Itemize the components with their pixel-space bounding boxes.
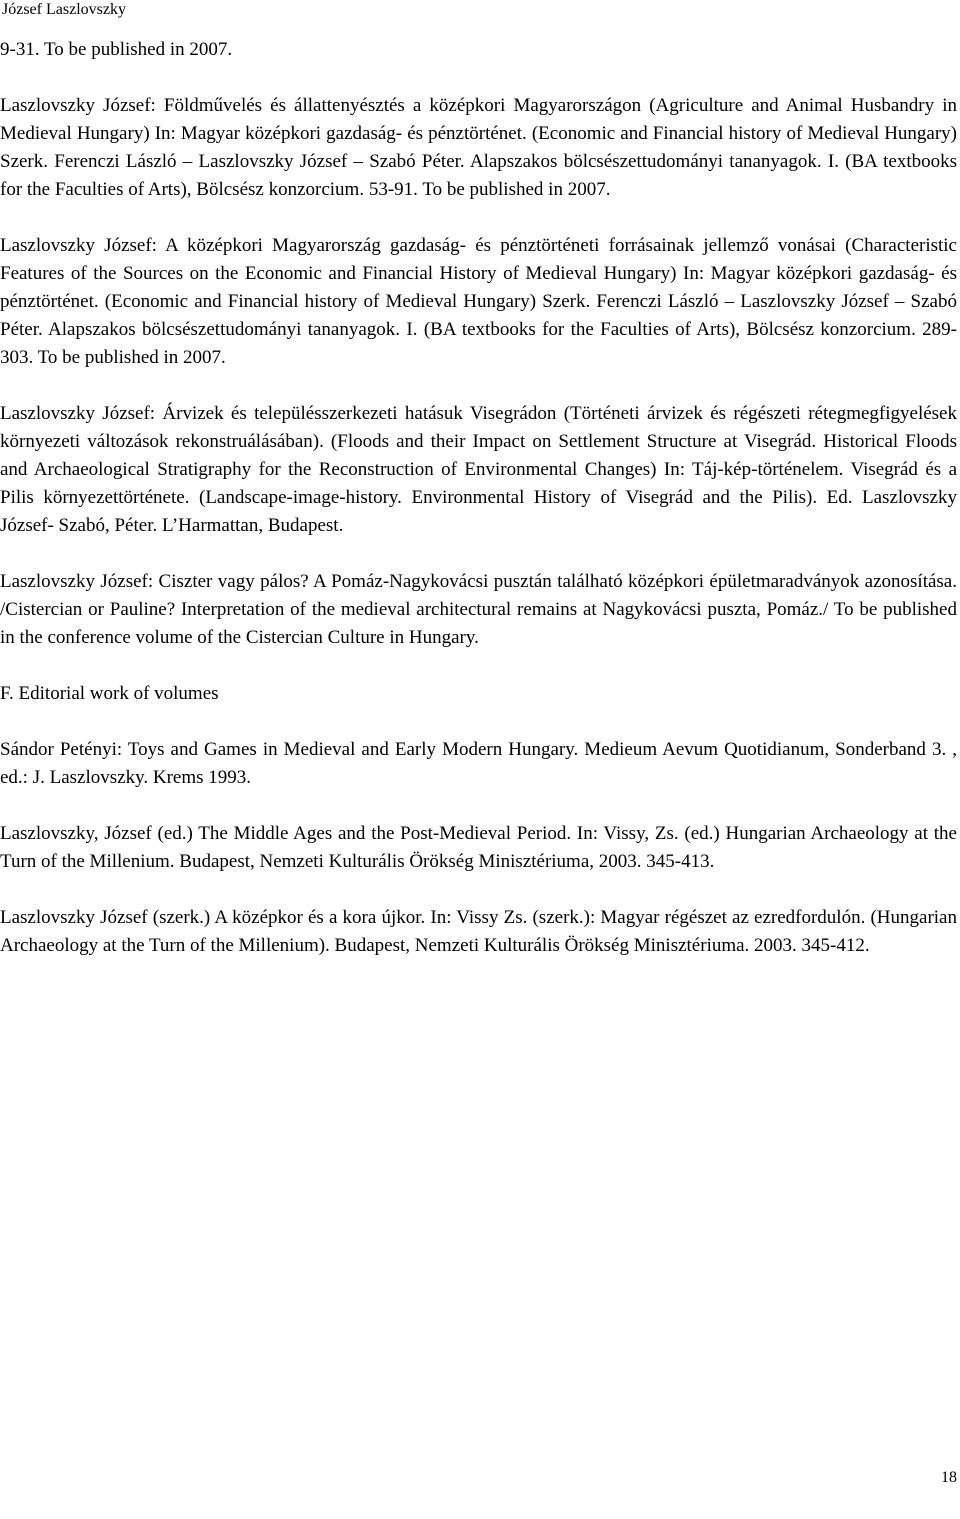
- section-heading: F. Editorial work of volumes: [0, 683, 219, 704]
- bibliography-entry: Laszlovszky, József (ed.) The Middle Ages and the Post-Medieval Period. In: Vissy, Zs. (ed.) Hungarian Archaeology at the Turn of the Millenium. Budapest, Nemzeti Kulturális Örökség Minisztériuma, 2003. 345-413.: [0, 823, 957, 872]
- bibliography-entry: 9-31. To be published in 2007.: [0, 39, 233, 60]
- bibliography-entry: Laszlovszky József: Árvizek és településszerkezeti hatásuk Visegrádon (Történeti árvizek és régészeti rétegmegfigyelések környezeti változások rekonstruálásában). (Floods and their Impact on Settlement Structure at Visegrád. Historical Floods and Archaeological Stratigraphy for the Reconstruction of Environmental Changes) In: Táj-kép-történelem. Visegrád és a Pilis környezettörténete. (Landscape-image-history. Environmental History of Visegrád and the Pilis). Ed. Laszlovszky József- Szabó, Péter. L’Harmattan, Budapest.: [0, 403, 957, 536]
- bibliography-entry: Laszlovszky József: Földművelés és állattenyésztés a középkori Magyarországon (Agriculture and Animal Husbandry in Medieval Hungary) In: Magyar középkori gazdaság- és pénztörténet. (Economic and Financial history of Medieval Hungary) Szerk. Ferenczi László – Laszlovszky József – Szabó Péter. Alapszakos bölcsészettudományi tananyagok. I. (BA textbooks for the Faculties of Arts), Bölcsész konzorcium. 53-91. To be published in 2007.: [0, 95, 957, 200]
- bibliography-entry: Laszlovszky József: A középkori Magyarország gazdaság- és pénztörténeti forrásainak jellemző vonásai (Characteristic Features of the Sources on the Economic and Financial History of Medieval Hungary) In: Magyar középkori gazdaság- és pénztörténet. (Economic and Financial history of Medieval Hungary) Szerk. Ferenczi László – Laszlovszky József – Szabó Péter. Alapszakos bölcsészettudományi tananyagok. I. (BA textbooks for the Faculties of Arts), Bölcsész konzorcium. 289-303. To be published in 2007.: [0, 235, 957, 368]
- page-body: [0, 36, 957, 988]
- bibliography-entry: Laszlovszky József (szerk.) A középkor és a kora újkor. In: Vissy Zs. (szerk.): Magyar régészet az ezredfordulón. (Hungarian Archaeology at the Turn of the Millenium). Budapest, Nemzeti Kulturális Örökség Minisztériuma. 2003. 345-412.: [0, 907, 957, 956]
- bibliography-entry: Sándor Petényi: Toys and Games in Medieval and Early Modern Hungary. Medieum Aevum Quotidianum, Sonderband 3. , ed.: J. Laszlovszky. Krems 1993.: [0, 739, 957, 788]
- bibliography-entry: Laszlovszky József: Ciszter vagy pálos? A Pomáz-Nagykovácsi pusztán található középkori épületmaradványok azonosítása. /Cistercian or Pauline? Interpretation of the medieval architectural remains at Nagykovácsi puszta, Pomáz./ To be published in the conference volume of the Cistercian Culture in Hungary.: [0, 571, 957, 648]
- running-header: József Laszlovszky: [2, 1, 126, 18]
- page-number: 18: [941, 1469, 957, 1486]
